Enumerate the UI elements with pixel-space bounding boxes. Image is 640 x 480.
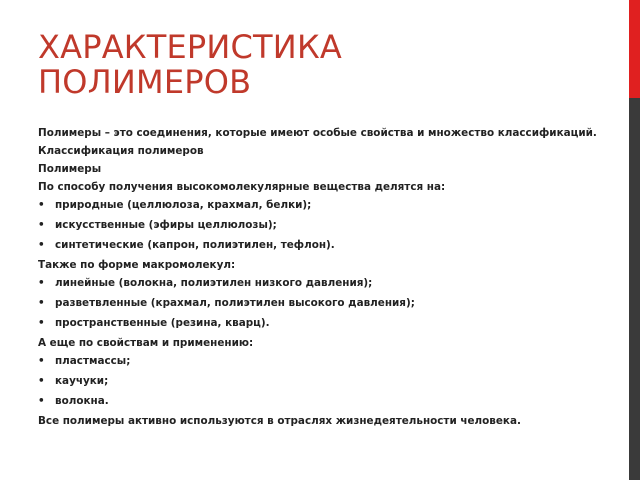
list-item-text: разветвленные (крахмал, полиэтилен высокого давления); bbox=[55, 297, 415, 309]
usage-heading: А еще по свойствам и применению: bbox=[38, 337, 254, 349]
bullet-icon: • bbox=[38, 277, 45, 289]
usage-list bbox=[38, 355, 608, 408]
list-item-text: пространственные (резина, кварц). bbox=[55, 317, 270, 329]
slide-body bbox=[38, 127, 608, 433]
bullet-icon: • bbox=[38, 199, 45, 211]
classification-heading: Классификация полимеров bbox=[38, 145, 204, 157]
list-item bbox=[38, 277, 608, 290]
shape-list bbox=[38, 277, 608, 330]
slide-title bbox=[38, 30, 342, 100]
bullet-icon: • bbox=[38, 239, 45, 251]
list-item bbox=[38, 199, 608, 212]
list-item-text: линейные (волокна, полиэтилен низкого давления); bbox=[55, 277, 373, 289]
side-bar bbox=[629, 98, 640, 480]
origin-heading: По способу получения высокомолекулярные вещества делятся на: bbox=[38, 181, 446, 193]
intro-text: Полимеры – это соединения, которые имеют особые свойства и множество классификаций. bbox=[38, 127, 597, 139]
title-line-1: ХАРАКТЕРИСТИКА bbox=[38, 28, 342, 66]
bullet-icon: • bbox=[38, 375, 45, 387]
shape-heading: Также по форме макромолекул: bbox=[38, 259, 236, 271]
list-item bbox=[38, 239, 608, 252]
list-item-text: пластмассы; bbox=[55, 355, 131, 367]
bullet-icon: • bbox=[38, 297, 45, 309]
bullet-icon: • bbox=[38, 355, 45, 367]
list-item bbox=[38, 219, 608, 232]
accent-bar bbox=[629, 0, 640, 98]
list-item bbox=[38, 297, 608, 310]
bullet-icon: • bbox=[38, 317, 45, 329]
origin-list bbox=[38, 199, 608, 252]
list-item bbox=[38, 395, 608, 408]
bullet-icon: • bbox=[38, 219, 45, 231]
list-item-text: синтетические (капрон, полиэтилен, тефлон). bbox=[55, 239, 335, 251]
list-item bbox=[38, 375, 608, 388]
list-item-text: природные (целлюлоза, крахмал, белки); bbox=[55, 199, 312, 211]
list-item-text: искусственные (эфиры целлюлозы); bbox=[55, 219, 277, 231]
polymers-label: Полимеры bbox=[38, 163, 102, 175]
bullet-icon: • bbox=[38, 395, 45, 407]
list-item-text: каучуки; bbox=[55, 375, 109, 387]
list-item bbox=[38, 355, 608, 368]
title-line-2: ПОЛИМЕРОВ bbox=[38, 63, 252, 101]
list-item-text: волокна. bbox=[55, 395, 109, 407]
list-item bbox=[38, 317, 608, 330]
conclusion-text: Все полимеры активно используются в отраслях жизнедеятельности человека. bbox=[38, 415, 521, 427]
